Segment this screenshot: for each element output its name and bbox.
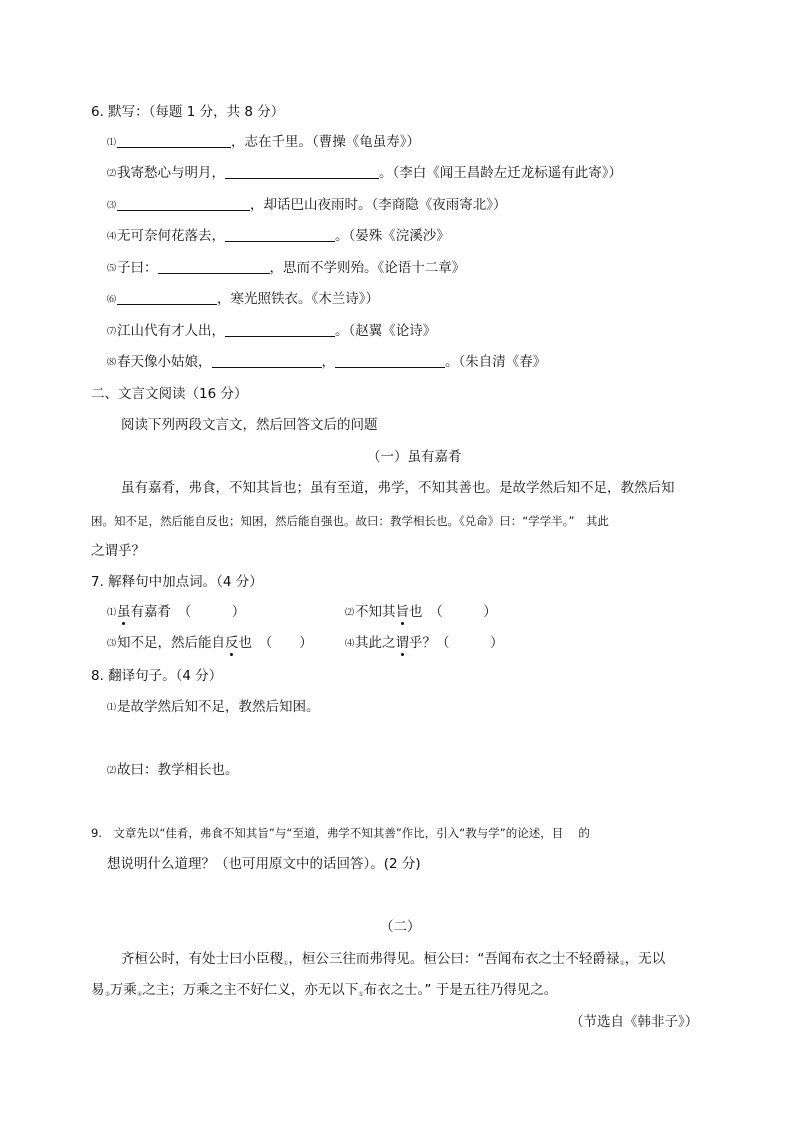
- item-number: ⑸: [107, 264, 117, 274]
- section-2-intro: 阅读下列两段文言文，然后回答文后的问题: [121, 417, 378, 433]
- q7-item-3: ⑶知不足，然后能自反也 （ ）: [107, 635, 313, 651]
- q8-sentence-2: ⑵故曰：教学相长也。: [107, 762, 239, 778]
- dotted-word: 旨: [395, 604, 410, 620]
- passage-2-line-2: 易$_③$万乘$_④$之主；万乘之主不好仁义，亦无以下$_⑤$布衣之士。” 于是五往乃得见之。: [91, 982, 558, 998]
- footnote-marker: ⑤: [358, 991, 364, 998]
- passage-2-title: （二）: [380, 919, 421, 935]
- footnote-marker: ①: [283, 960, 289, 967]
- answer-blank[interactable]: [225, 228, 335, 242]
- q6-item-6: ⑹ ，寒光照铁衣。《木兰诗》）: [107, 291, 380, 307]
- answer-blank[interactable]: [117, 197, 250, 211]
- q8-title: 8. 翻译句子。（4 分）: [91, 668, 223, 684]
- answer-blank[interactable]: [117, 291, 217, 305]
- q7-item-2: ⑵不知其旨也 （ ）: [345, 604, 497, 620]
- section-2-title: 二、文言文阅读（16 分）: [91, 386, 248, 402]
- q6-title: 6. 默写：（每题 1 分，共 8 分）: [91, 104, 285, 120]
- q8-sentence-1: ⑴是故学然后知不足，教然后知困。: [107, 699, 320, 715]
- q6-item-1: ⑴ ，志在千里。（曹操《龟虽寿》）: [107, 134, 421, 150]
- passage-1-line-3: 之谓乎？: [91, 543, 145, 559]
- q6-item-7: ⑺江山代有才人出， 。（赵翼《论诗》: [107, 323, 437, 339]
- footnote-marker: ③: [104, 991, 110, 998]
- item-number: ⑴: [107, 138, 117, 148]
- q9-line-2: 想说明什么道理？（也可用原文中的话回答）。(2 分): [107, 856, 421, 872]
- q6-item-2: ⑵我寄愁心与明月， 。（李白《闻王昌龄左迁龙标遥有此寄》）: [107, 165, 623, 181]
- dotted-word: 虽: [117, 604, 131, 620]
- q9-line-1: 9. 文章先以“佳肴，弗食不知其旨”与“至道，弗学不知其善”作比，引入“教与学”的论述，目 的: [91, 826, 590, 840]
- passage-2-line-1: 齐桓公时，有处士曰小臣稷$_①$，桓公三往而弗得见。桓公曰：“吾闻布衣之士不轻爵禄$_②$，无以: [121, 951, 666, 967]
- answer-blank[interactable]: [335, 354, 445, 368]
- footnote-marker: ②: [619, 960, 625, 967]
- passage-2-source: （节选自《韩非子》）: [570, 1014, 699, 1030]
- item-number: ⑺: [107, 327, 117, 337]
- item-number: ⑷: [107, 232, 117, 242]
- answer-blank[interactable]: [117, 134, 231, 148]
- answer-blank[interactable]: [212, 354, 322, 368]
- dotted-word: 谓: [395, 635, 410, 651]
- passage-1-line-2: 困。知不足，然后能自反也；知困，然后能自强也。故曰：教学相长也。《兑命》曰：“学学半。” 其此: [91, 514, 609, 528]
- answer-blank[interactable]: [225, 165, 379, 179]
- q6-item-4: ⑷无可奈何花落去， 。（晏殊《浣溪沙》: [107, 228, 450, 244]
- q6-item-3: ⑶ ，却话巴山夜雨时。（李商隐《夜雨寄北》）: [107, 197, 507, 213]
- passage-1-title: （一）虽有嘉肴: [367, 449, 462, 465]
- q6-item-5: ⑸子曰： ，思而不学则殆。《论语十二章》: [107, 260, 466, 276]
- dotted-word: 反: [225, 635, 239, 651]
- passage-1-line-1: 虽有嘉肴，弗食，不知其旨也；虽有至道，弗学，不知其善也。是故学然后知不足，教然后知: [121, 480, 675, 496]
- answer-blank[interactable]: [158, 260, 270, 274]
- item-number: ⑻: [107, 358, 117, 368]
- answer-blank[interactable]: [225, 323, 335, 337]
- item-number: ⑶: [107, 201, 117, 211]
- q7-title: 7. 解释句中加点词。（4 分）: [91, 574, 263, 590]
- q6-item-8: ⑻春天像小姑娘， ， 。（朱自清《春》: [107, 354, 547, 370]
- q7-item-1: ⑴虽有嘉肴 （ ）: [107, 604, 246, 620]
- item-number: ⑹: [107, 295, 117, 305]
- footnote-marker: ④: [136, 991, 143, 998]
- q7-item-4: ⑷其此之谓乎？（ ）: [345, 635, 504, 651]
- item-number: ⑵: [107, 169, 117, 179]
